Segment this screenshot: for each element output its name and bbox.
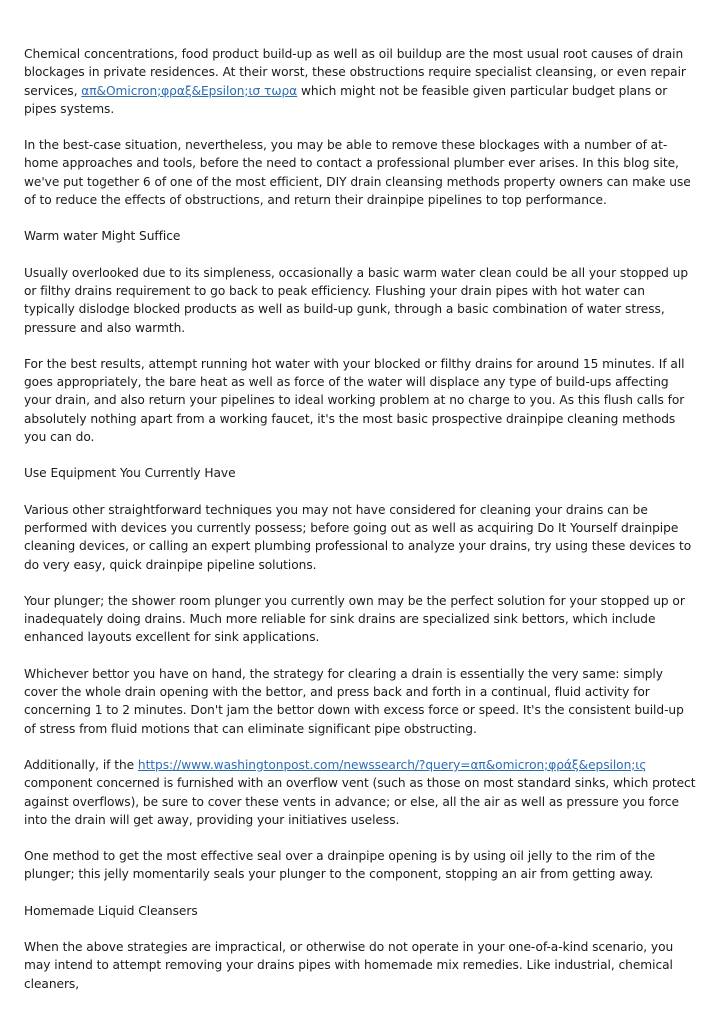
paragraph-overflow <box>24 756 696 829</box>
intro-text-end: which might not be feasible given particular budget plans or pipes systems. <box>24 83 668 116</box>
paragraph-plunger: Your plunger; the shower room plunger you currently own may be the perfect solution for your stopped up or inadequately doing drains. Much more reliable for sink drains are specialized sink bettors, which include enhanced layouts excellent for sink applications. <box>24 593 685 645</box>
intro-text-start: Chemical concentrations, food product build-up as well as oil buildup are the most usual root causes of drain blockages in private residences. At their worst, these obstructions require specialist cleansing, or even repair services, <box>24 47 686 98</box>
overflow-text-start: Additionally, if the <box>24 757 138 772</box>
paragraph-homemade: When the above strategies are impractical, or otherwise do not operate in your one-of-a-kind scenario, you may intend to attempt removing your drains pipes with homemade mix remedies. Like industrial, chemical cleaners, <box>24 939 674 991</box>
heading-use-equipment: Use Equipment You Currently Have <box>24 466 236 481</box>
paragraph-best-case: In the best-case situation, nevertheless, you may be able to remove these blockages with a number of at-home approaches and tools, before the need to contact a professional plumber ever arises. In this blog site, we've put together 6 of one of the most efficient, DIY drain cleansing methods property owners can make use of to reduce the effects of obstructions, and return their drainpipe pipelines to top performance. <box>24 138 691 208</box>
heading-warm-water: Warm water Might Suffice <box>24 229 181 244</box>
paragraph-warm-water-2: For the best results, attempt running hot water with your blocked or filthy drains for around 15 minutes. If all goes appropriately, the bare heat as well as force of the water will displace any type of build-ups affecting your drain, and also return your pipelines to ideal working problem at no charge to you. As this flush calls for absolutely nothing apart from a working faucet, it's the most basic prospective drainpipe cleaning methods you can do. <box>24 356 685 445</box>
washingtonpost-link[interactable]: https://www.washingtonpost.com/newssearch/?query=απ&omicron;φράξ&epsilon;ις <box>137 757 647 772</box>
paragraph-equipment-1: Various other straightforward techniques you may not have considered for cleaning your drains can be performed with devices you currently possess; before going out as well as acquiring Do It Yourself drainpipe cleaning devices, or calling an expert plumbing professional to analyze your drains, try using these devices to do very easy, quick drainpipe pipeline solutions. <box>24 502 692 572</box>
paragraph-intro <box>24 45 696 118</box>
paragraph-warm-water-1: Usually overlooked due to its simpleness, occasionally a basic warm water clean could be all your stopped up or filthy drains requirement to go back to peak efficiency. Flushing your drain pipes with hot water can typically dislodge blocked products as well as build-up gunk, through a basic combination of water stress, pressure and also warmth. <box>24 265 689 335</box>
paragraph-bettor: Whichever bettor you have on hand, the strategy for clearing a drain is essentially the very same: simply cover the whole drain opening with the bettor, and press back and forth in a continual, fluid activity for concerning 1 to 2 minutes. Don't jam the bettor down with excess force or speed. It's the consistent build-up of stress from fluid motions that can eliminate significant pipe obstructing. <box>24 666 684 736</box>
overflow-text-end: component concerned is furnished with an overflow vent (such as those on most standard sinks, which protect against overflows), be sure to cover these vents in advance; or else, all the air as well as pressure you force into the drain will get away, providing your initiatives useless. <box>24 776 696 827</box>
greek-link[interactable]: απ&Omicron;φραξ&Epsilon;ισ τωρα <box>81 83 298 98</box>
heading-homemade-cleansers: Homemade Liquid Cleansers <box>24 903 198 918</box>
paragraph-oil-jelly: One method to get the most effective seal over a drainpipe opening is by using oil jelly to the rim of the plunger; this jelly momentarily seals your plunger to the component, stopping an air from getting away. <box>24 849 656 882</box>
